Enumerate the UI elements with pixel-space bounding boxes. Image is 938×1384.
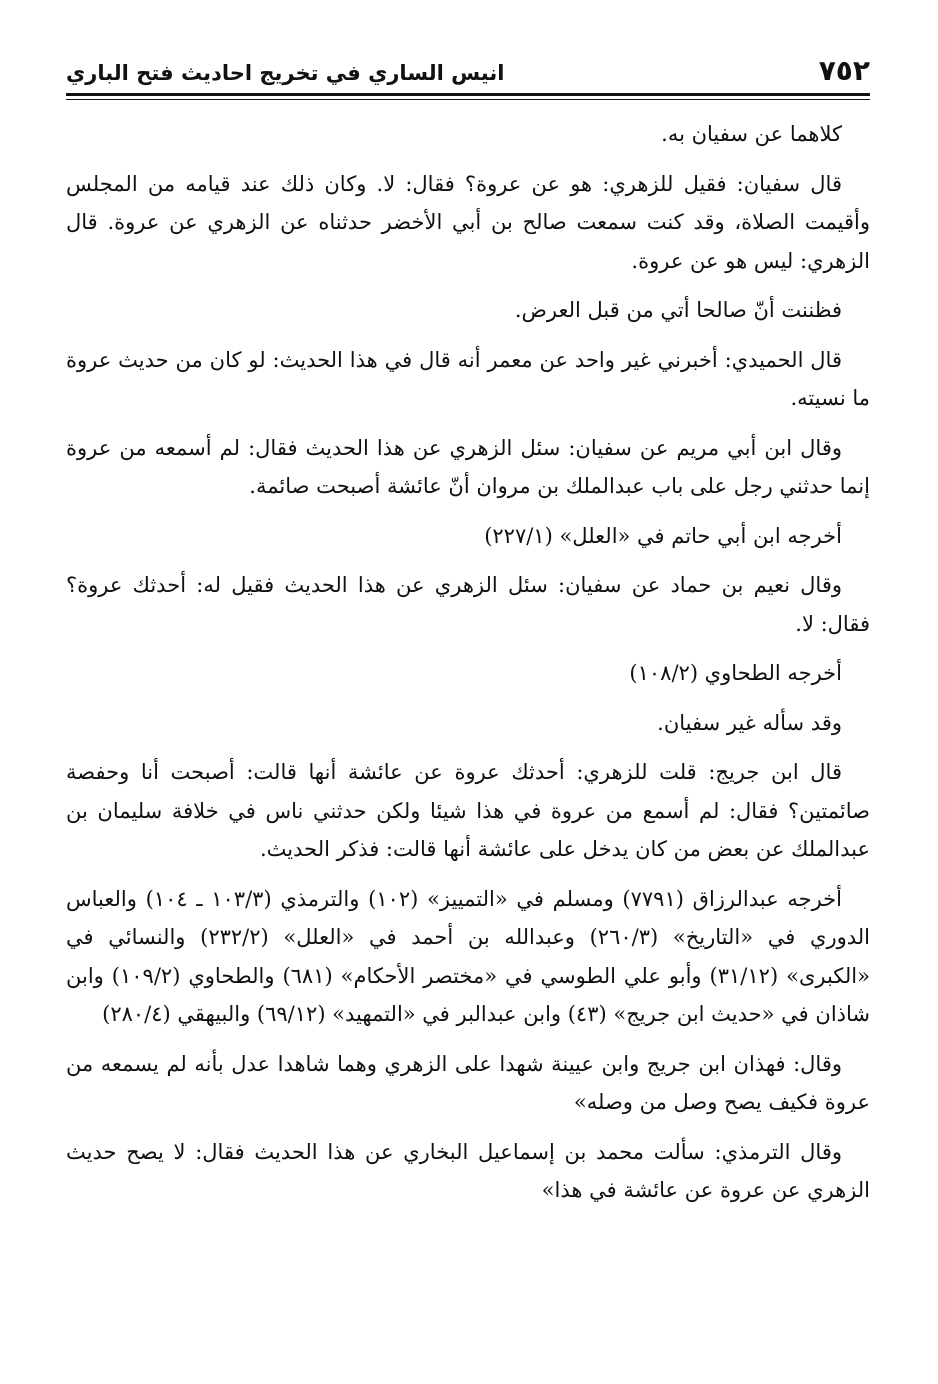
header-rule-thick	[66, 93, 870, 96]
paragraph: وقد سأله غير سفيان.	[657, 710, 842, 735]
paragraph: قال الحميدي: أخبرني غير واحد عن معمر أنه قال في هذا الحديث: لو كان من حديث عروة ما نسيته.	[66, 347, 870, 410]
body-text	[66, 115, 870, 1221]
citation-paragraph: أخرجه ابن أبي حاتم في «العلل» (٢٢٧/١)	[484, 523, 842, 548]
paragraph: وقال الترمذي: سألت محمد بن إسماعيل البخاري عن هذا الحديث فقال: لا يصح حديث الزهري عن عروة عن عائشة في هذا»	[66, 1139, 870, 1202]
page-header	[66, 50, 870, 94]
running-title: انيس الساري في تخريج احاديث فتح الباري	[66, 61, 505, 85]
paragraph: وقال: فهذان ابن جريج وابن عيينة شهدا على الزهري وهما شاهدا عدل بأنه لم يسمعه من عروة فكيف يصح وصل من وصله»	[66, 1051, 870, 1114]
paragraph: قال ابن جريج: قلت للزهري: أحدثك عروة عن عائشة أنها قالت: أصبحت أنا وحفصة صائمتين؟ فقال: لم أسمع من عروة في هذا شيئا ولكن حدثني ناس في خلافة سليمان بن عبدالملك عن بعض من كان يدخل على عائشة أنها قالت: فذكر الحديث.	[66, 760, 870, 861]
paragraph: وقال نعيم بن حماد عن سفيان: سئل الزهري عن هذا الحديث فقيل له: أحدثك عروة؟ فقال: لا.	[66, 573, 870, 636]
header-rule-thin	[66, 99, 870, 100]
citation-paragraph: أخرجه الطحاوي (١٠٨/٢)	[629, 661, 842, 685]
paragraph: فظننت أنّ صالحا أتي من قبل العرض.	[514, 298, 842, 322]
paragraph: وقال ابن أبي مريم عن سفيان: سئل الزهري عن هذا الحديث فقال: لم أسمعه من عروة إنما حدثني رجل على باب عبدالملك بن مروان أنّ عائشة أصبحت صائمة.	[66, 435, 870, 498]
paragraph: قال سفيان: فقيل للزهري: هو عن عروة؟ فقال: لا. وكان ذلك عند قيامه من المجلس وأقيمت الصلاة، وقد كنت سمعت صالح بن أبي الأخضر حدثناه عن الزهري عن عروة. قال الزهري: ليس هو عن عروة.	[66, 171, 870, 273]
page-number: ٧٥٢	[818, 54, 870, 87]
paragraph: كلاهما عن سفيان به.	[661, 122, 842, 146]
citation-paragraph: أخرجه عبدالرزاق (٧٧٩١) ومسلم في «التمييز» (١٠٢) والترمذي (١٠٣/٣ ـ ١٠٤) والعباس الدوري في «التاريخ» (٢٦٠/٣) وعبدالله بن أحمد في «العلل» (٢٣٢/٢) والنسائي في «الكبرى» (٣١/١٢) وأبو علي الطوسي في «مختصر الأحكام» (٦٨١) والطحاوي (١٠٩/٢) وابن شاذان في «حديث ابن جريج» (٤٣) وابن عبدالبر في «التمهيد» (٦٩/١٢) والبيهقي (٢٨٠/٤)	[66, 886, 870, 1026]
